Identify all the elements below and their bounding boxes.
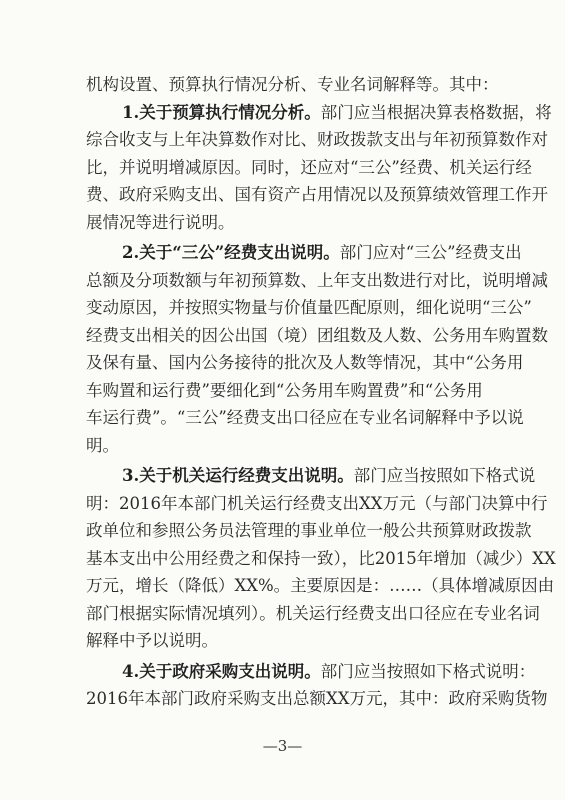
line-text: 总额及分项数额与年初预算数、上年支出数进行对比，说明增减 xyxy=(86,270,548,290)
line-text: 2016年本部门政府采购支出总额XX万元，其中：政府采购货物 xyxy=(86,689,548,708)
section-1-heading: 1.关于预算执行情况分析。 xyxy=(122,102,321,122)
section-4-heading: 4.关于政府采购支出说明。 xyxy=(122,661,321,681)
line-text: 比，并说明增减原因。同时，还应对“三公”经费、机关运行经 xyxy=(86,157,532,177)
text-line xyxy=(86,127,548,153)
line-text: 及保有量、国内公务接待的批次及人数等情况，其中“公务用 xyxy=(86,353,524,372)
text-line xyxy=(86,350,523,376)
line-text: 部门应当根据决算表格数据，将 xyxy=(320,102,552,122)
line-text: 车运行费”。“三公”经费支出口径应在专业名词解释中予以说 xyxy=(86,408,524,427)
text-line xyxy=(86,405,524,431)
text-line xyxy=(86,268,548,294)
line-text: 部门应当按照如下格式说 xyxy=(353,466,536,485)
section-2-heading-line xyxy=(122,240,522,266)
text-line xyxy=(86,601,540,627)
section-3-heading: 3.关于机关运行经费支出说明。 xyxy=(122,466,354,485)
line-text: 经费支出相关的因公出国（境）团组数及人数、公务用车购置数 xyxy=(86,325,548,345)
line-text: 部门应对“三公”经费支出 xyxy=(339,243,522,262)
text-line xyxy=(86,72,499,98)
line-text: 明。 xyxy=(86,435,119,455)
line-text: 部门根据实际情况填列）。机关运行经费支出口径应在专业名词 xyxy=(86,603,540,623)
section-1-heading-line xyxy=(122,100,552,126)
line-text: 解释中予以说明。 xyxy=(86,631,218,650)
text-line xyxy=(86,433,119,459)
line-text: 明：2016年本部门机关运行经费支出XX万元（与部门决算中行 xyxy=(86,493,548,513)
line-text: 变动原因，并按照实物量与价值量匹配原则，细化说明“三公” xyxy=(86,298,532,317)
text-line xyxy=(86,182,548,208)
line-text: 万元，增长（降低）XX%。主要原因是：……（具体增减原因由 xyxy=(86,576,555,595)
text-line xyxy=(86,518,532,544)
text-line xyxy=(86,491,547,517)
text-line xyxy=(86,155,532,181)
text-line xyxy=(86,295,532,321)
section-3-heading-line xyxy=(122,463,535,489)
text-line xyxy=(86,546,556,572)
line-text: 费、政府采购支出、国有资产占用情况以及预算绩效管理工作开 xyxy=(86,185,548,204)
line-text: 政单位和参照公务员法管理的事业单位一般公共预算财政拨款 xyxy=(86,521,532,540)
text-line xyxy=(86,378,483,404)
text-line xyxy=(86,628,218,654)
section-4-heading-line xyxy=(122,659,535,685)
line-text: 综合收支与上年决算数作对比、财政拨款支出与年初预算数作对 xyxy=(86,130,548,149)
line-text: 部门应当按照如下格式说明： xyxy=(320,661,536,681)
line-text: 机构设置、预算执行情况分析、专业名词解释等。其中： xyxy=(86,75,499,94)
line-text: 车购置和运行费”要细化到“公务用车购置费”和“公务用 xyxy=(86,380,483,400)
line-text: 展情况等进行说明。 xyxy=(86,212,235,232)
section-2-heading: 2.关于“三公”经费支出说明。 xyxy=(122,243,340,262)
text-line xyxy=(86,210,235,236)
text-line xyxy=(86,686,547,712)
line-text: 基本支出中公用经费之和保持一致），比2015年增加（减少）XX xyxy=(86,548,556,568)
page-number: —3— xyxy=(262,737,303,755)
text-line xyxy=(86,323,548,349)
text-line xyxy=(86,573,554,599)
